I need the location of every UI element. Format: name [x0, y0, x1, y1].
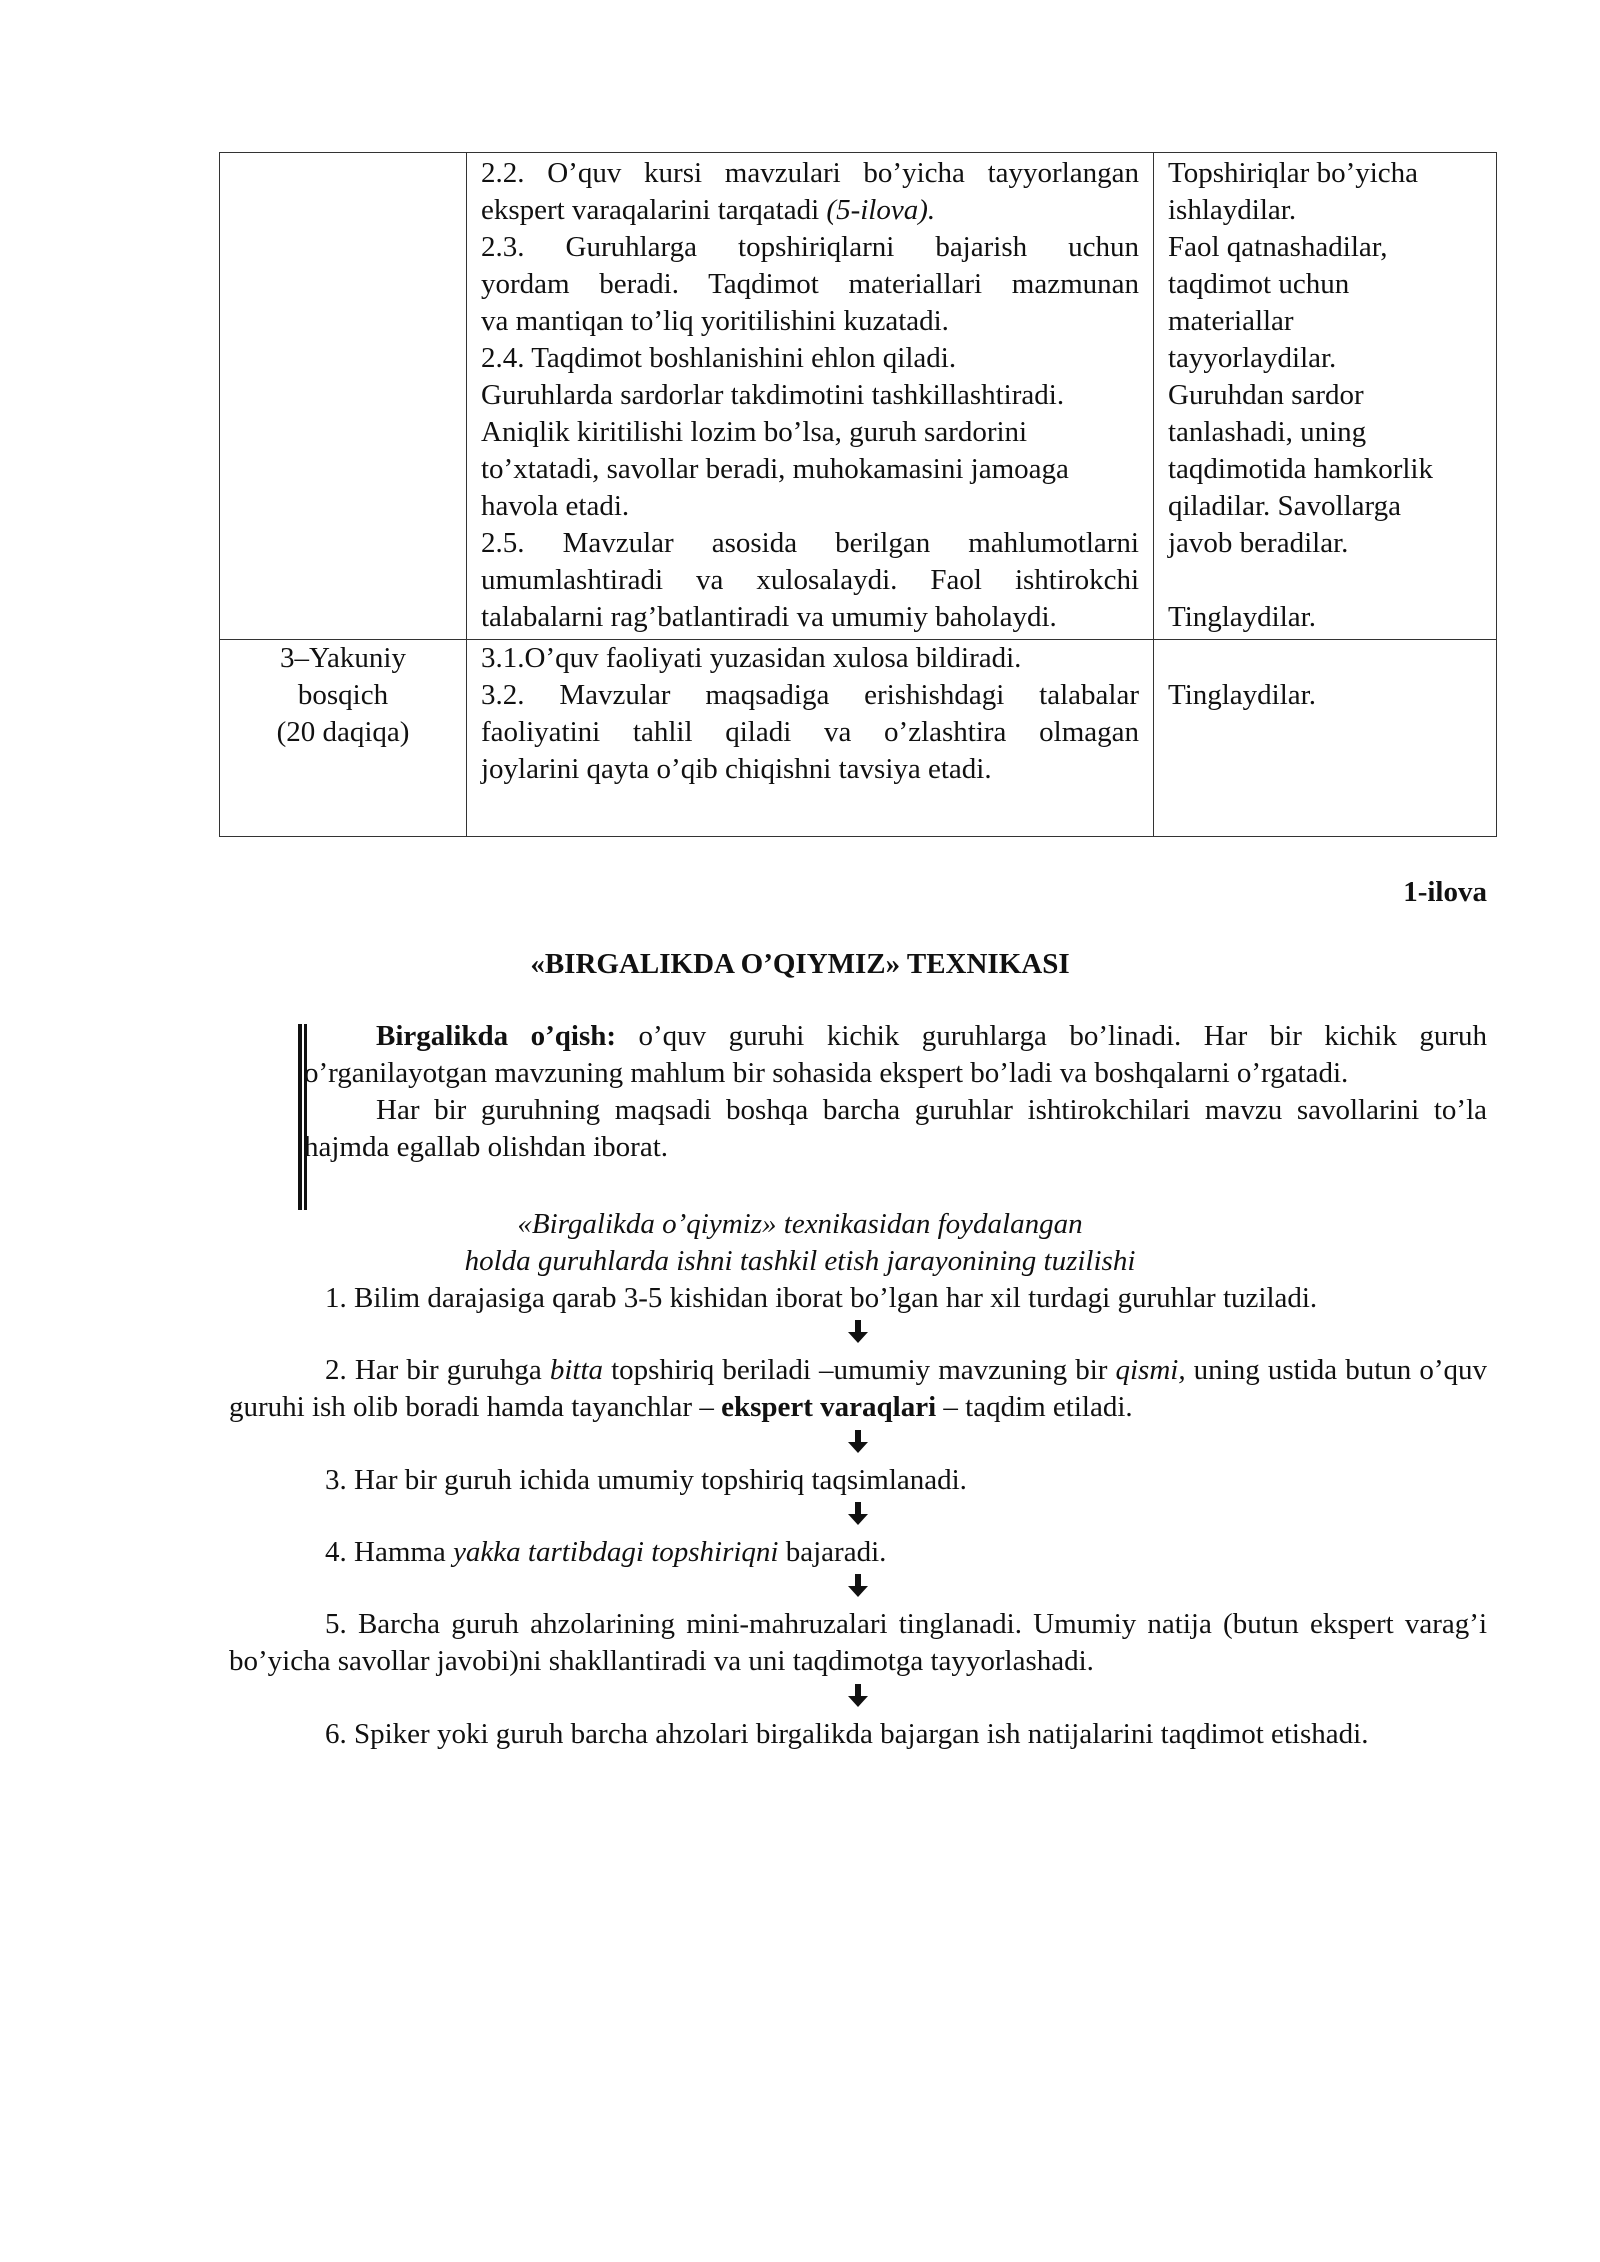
down-arrow-icon [847, 1320, 869, 1344]
text-line: talabalarni rag’batlantiradi va umumiy baholaydi. [481, 601, 1057, 633]
text-line: tayyorlaydilar. [1168, 342, 1337, 374]
text-line: Tinglaydilar. [1168, 601, 1316, 633]
down-arrow-icon [847, 1430, 869, 1454]
text-line: Topshiriqlar bo’yicha [1168, 157, 1419, 189]
step-2: 2. Har bir guruhga bitta topshiriq beriladi –umumiy mavzuning bir qismi, uning ustida butun o’quv guruhi ish olib boradi hamda tayanchlar – ekspert varaqlari – taqdim etiladi. [229, 1354, 1488, 1423]
text-line: qiladilar. Savollarga [1168, 490, 1402, 522]
text-line: to’xtatadi, savollar beradi, muhokamasini jamoaga [481, 453, 1069, 485]
text-line: ishlaydilar. [1168, 194, 1297, 226]
text-line: umumlashtiradi va xulosalaydi. Faol ishtirokchi [481, 564, 1139, 596]
text-line: Guruhlarda sardorlar takdimotini tashkillashtiradi. [481, 379, 1065, 411]
lesson-plan-table [219, 152, 1497, 837]
text-line: va mantiqan to’liq yoritilishini kuzatadi. [481, 305, 949, 337]
margin-bar-icon [298, 1024, 307, 1210]
text-line: havola etadi. [481, 490, 630, 522]
text-line: 2.4. Taqdimot boshlanishini ehlon qiladi. [481, 342, 957, 374]
appendix-label: 1-ilova [1403, 876, 1487, 908]
text-line: yordam beradi. Taqdimot materiallari mazmunan [481, 268, 1139, 300]
expert-sheets-term: ekspert varaqlari [721, 1391, 937, 1423]
step-5: 5. Barcha guruh ahzolarining mini-mahruzalari tinglanadi. Umumiy natija (butun ekspert varag’i bo’yicha savollar javobi)ni shakllantiradi va uni taqdimotga tayyorlashadi. [229, 1608, 1487, 1677]
text-line: Aniqlik kiritilishi lozim bo’lsa, guruh sardorini [481, 416, 1028, 448]
text-line: materiallar [1168, 305, 1294, 337]
goal-paragraph: Har bir guruhning maqsadi boshqa barcha guruhlar ishtirokchilari mavzu savollarini to’la hajmda egallab olishdan iborat. [304, 1094, 1487, 1163]
text-line: javob beradilar. [1168, 527, 1349, 559]
down-arrow-icon [847, 1502, 869, 1526]
stage-cell [220, 153, 467, 640]
text-line: Tinglaydilar. [1168, 679, 1316, 711]
process-subtitle: «Birgalikda o’qiymiz» texnikasidan foydalangan holda guruhlarda ishni tashkil etish jarayonining tuzilishi [464, 1208, 1136, 1277]
step-1: 1. Bilim darajasiga qarab 3-5 kishidan iborat bo’lgan har xil turdagi guruhlar tuziladi. [325, 1282, 1318, 1314]
down-arrow-icon [847, 1684, 869, 1708]
stage-cell [220, 640, 467, 837]
text-line: 3.1.O’quv faoliyati yuzasidan xulosa bildiradi. [481, 642, 1022, 674]
step-6: 6. Spiker yoki guruh barcha ahzolari birgalikda bajargan ish natijalarini taqdimot etishadi. [325, 1718, 1369, 1750]
text-line: Faol qatnashadilar, [1168, 231, 1388, 263]
appendix-ref: (5-ilova). [826, 194, 936, 226]
student-activity-cell [1154, 153, 1497, 640]
step-4: 4. Hamma yakka tartibdagi topshiriqni bajaradi. [325, 1536, 887, 1568]
text-line: 3.2. Mavzular maqsadiga erishishdagi talabalar [481, 679, 1139, 711]
definition-term: Birgalikda o’qish: [376, 1020, 617, 1052]
stage-name: 3–Yakuniy [280, 642, 406, 674]
text-line: 2.2. O’quv kursi mavzulari bo’yicha tayyorlangan [481, 157, 1139, 189]
teacher-activity-cell [467, 640, 1154, 837]
section-title: «BIRGALIKDA O’QIYMIZ» TEXNIKASI [530, 948, 1070, 980]
text-line: tanlashadi, uning [1168, 416, 1367, 448]
text-line: ekspert varaqalarini tarqatadi (5-ilova). [481, 194, 936, 226]
text-line: Guruhdan sardor [1168, 379, 1364, 411]
text-line: 2.3. Guruhlarga topshiriqlarni bajarish uchun [481, 231, 1139, 263]
table-row [220, 640, 1497, 837]
text-line: taqdimot uchun [1168, 268, 1350, 300]
teacher-activity-cell [467, 153, 1154, 640]
definition-block [304, 1018, 1487, 1166]
text-line: taqdimotida hamkorlik [1168, 453, 1433, 485]
table-row [220, 153, 1497, 640]
definition-paragraph: Birgalikda o’qish: o’quv guruhi kichik guruhlarga bo’linadi. Har bir kichik guruh o’rganilayotgan mavzuning mahlum bir sohasida ekspert bo’ladi va boshqalarni o’rgatadi. [304, 1020, 1487, 1089]
down-arrow-icon [847, 1574, 869, 1598]
text-line: faoliyatini tahlil qiladi va o’zlashtira olmagan [481, 716, 1139, 748]
text-line: 2.5. Mavzular asosida berilgan mahlumotlarni [481, 527, 1139, 559]
step-3: 3. Har bir guruh ichida umumiy topshiriq taqsimlanadi. [325, 1464, 967, 1496]
text-line: joylarini qayta o’qib chiqishni tavsiya etadi. [481, 753, 992, 785]
stage-duration: (20 daqiqa) [276, 716, 410, 748]
student-activity-cell [1154, 640, 1497, 837]
stage-name: bosqich [297, 679, 389, 711]
